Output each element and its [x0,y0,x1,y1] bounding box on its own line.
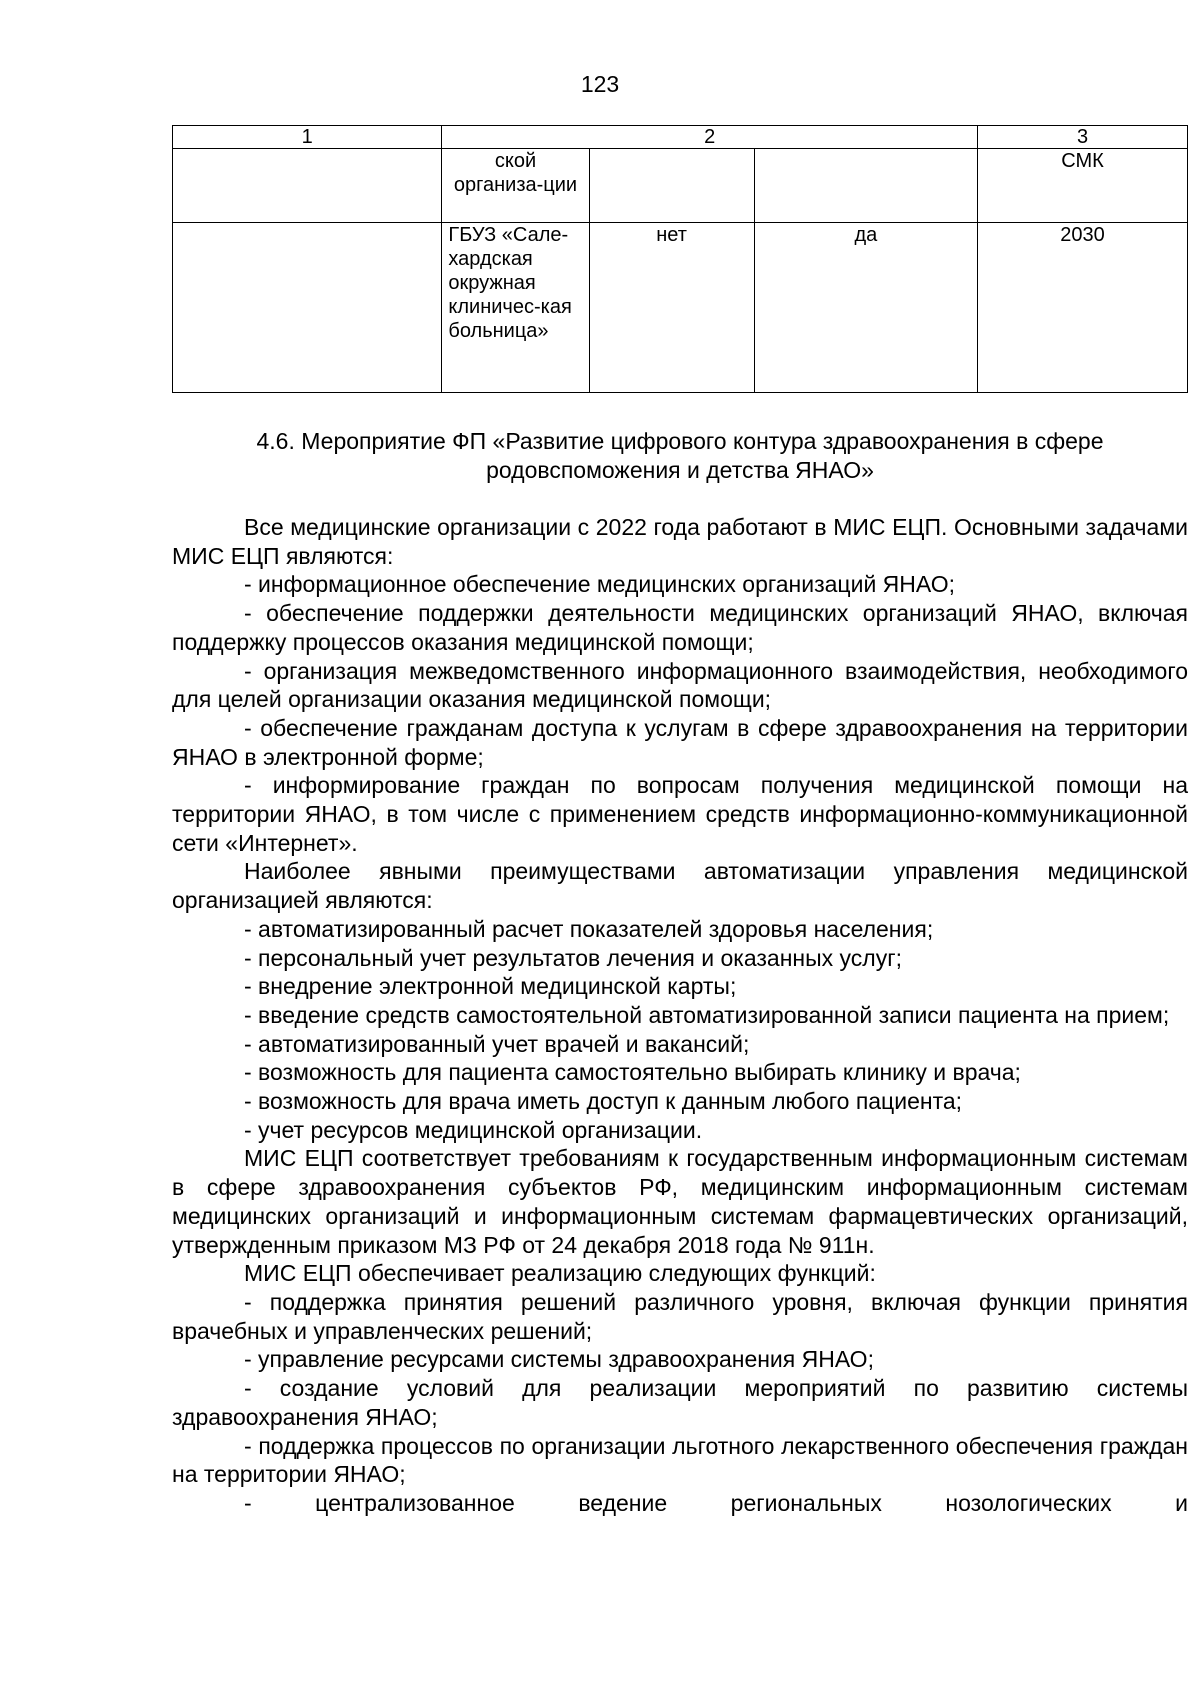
paragraph: - внедрение электронной медицинской карты; [244,973,737,1000]
table-header-row [173,126,1188,149]
paragraph: - персональный учет результатов лечения и оказанных услуг; [244,944,902,971]
table-cell: 2030 [978,223,1188,393]
paragraph: - информационное обеспечение медицинских организаций ЯНАО; [244,571,956,598]
table-cell: ской организа-ции [442,149,589,223]
paragraph: - организация межведомственного информационного взаимодействия, необходимого для целей организации оказания медицинской помощи; [172,657,1188,713]
table-cell: да [754,223,977,393]
paragraph: - поддержка процессов по организации льготного лекарственного обеспечения граждан на территории ЯНАО; [172,1432,1188,1488]
table-cell [173,223,442,393]
table-cell [589,149,754,223]
paragraph: - информирование граждан по вопросам получения медицинской помощи на территории ЯНАО, в том числе с применением средств информационно-коммуникационной сети «Интернет». [172,772,1188,856]
table-header-cell: 1 [173,126,442,149]
paragraph: - возможность для пациента самостоятельно выбирать клинику и врача; [244,1059,1021,1086]
paragraph: - автоматизированный учет врачей и вакансий; [244,1030,750,1057]
page-number: 123 [580,71,620,97]
table-cell: СМК [978,149,1188,223]
paragraph: - поддержка принятия решений различного уровня, включая функции принятия врачебных и управленческих решений; [172,1288,1188,1344]
paragraph: - автоматизированный расчет показателей здоровья населения; [244,915,934,942]
paragraph: Наиболее явными преимуществами автоматизации управления медицинской организацией являются: [172,858,1188,914]
section-heading: 4.6. Мероприятие ФП «Развитие цифрового контура здравоохранения в сфере родовспоможения и детства ЯНАО» [256,428,1104,483]
paragraph: - обеспечение гражданам доступа к услугам в сфере здравоохранения на территории ЯНАО в электронной форме; [172,714,1188,770]
table-row [173,149,1188,223]
table-row [173,223,1188,393]
paragraph: - учет ресурсов медицинской организации. [244,1116,703,1143]
table-cell: ГБУЗ «Сале-хардская окружная клиничес-кая больница» [442,223,589,393]
paragraph: МИС ЕЦП соответствует требованиям к государственным информационным системам в сфере здравоохранения субъектов РФ, медицинским информационным системам медицинских организаций и информационным системам фармацевтических организаций, утвержденным приказом МЗ РФ от 24 декабря 2018 года № 911н. [172,1145,1188,1258]
paragraph: - возможность для врача иметь доступ к данным любого пациента; [244,1088,963,1115]
paragraph: Все медицинские организации с 2022 года работают в МИС ЕЦП. Основными задачами МИС ЕЦП являются: [172,514,1188,569]
data-table [172,125,1188,393]
paragraph: МИС ЕЦП обеспечивает реализацию следующих функций: [244,1260,876,1287]
table-header-cell: 3 [978,126,1188,149]
paragraph: - обеспечение поддержки деятельности медицинских организаций ЯНАО, включая поддержку процессов оказания медицинской помощи; [172,600,1188,655]
table-header-cell: 2 [442,126,978,149]
table-cell [754,149,977,223]
paragraph: - введение средств самостоятельной автоматизированной записи пациента на прием; [244,1001,1170,1028]
table-cell: нет [589,223,754,393]
table-cell [173,149,442,223]
paragraph: - централизованное ведение региональных нозологических и [244,1489,1188,1516]
paragraph: - создание условий для реализации мероприятий по развитию системы здравоохранения ЯНАО; [172,1375,1188,1430]
section-body [172,513,1188,1518]
paragraph: - управление ресурсами системы здравоохранения ЯНАО; [244,1346,874,1373]
